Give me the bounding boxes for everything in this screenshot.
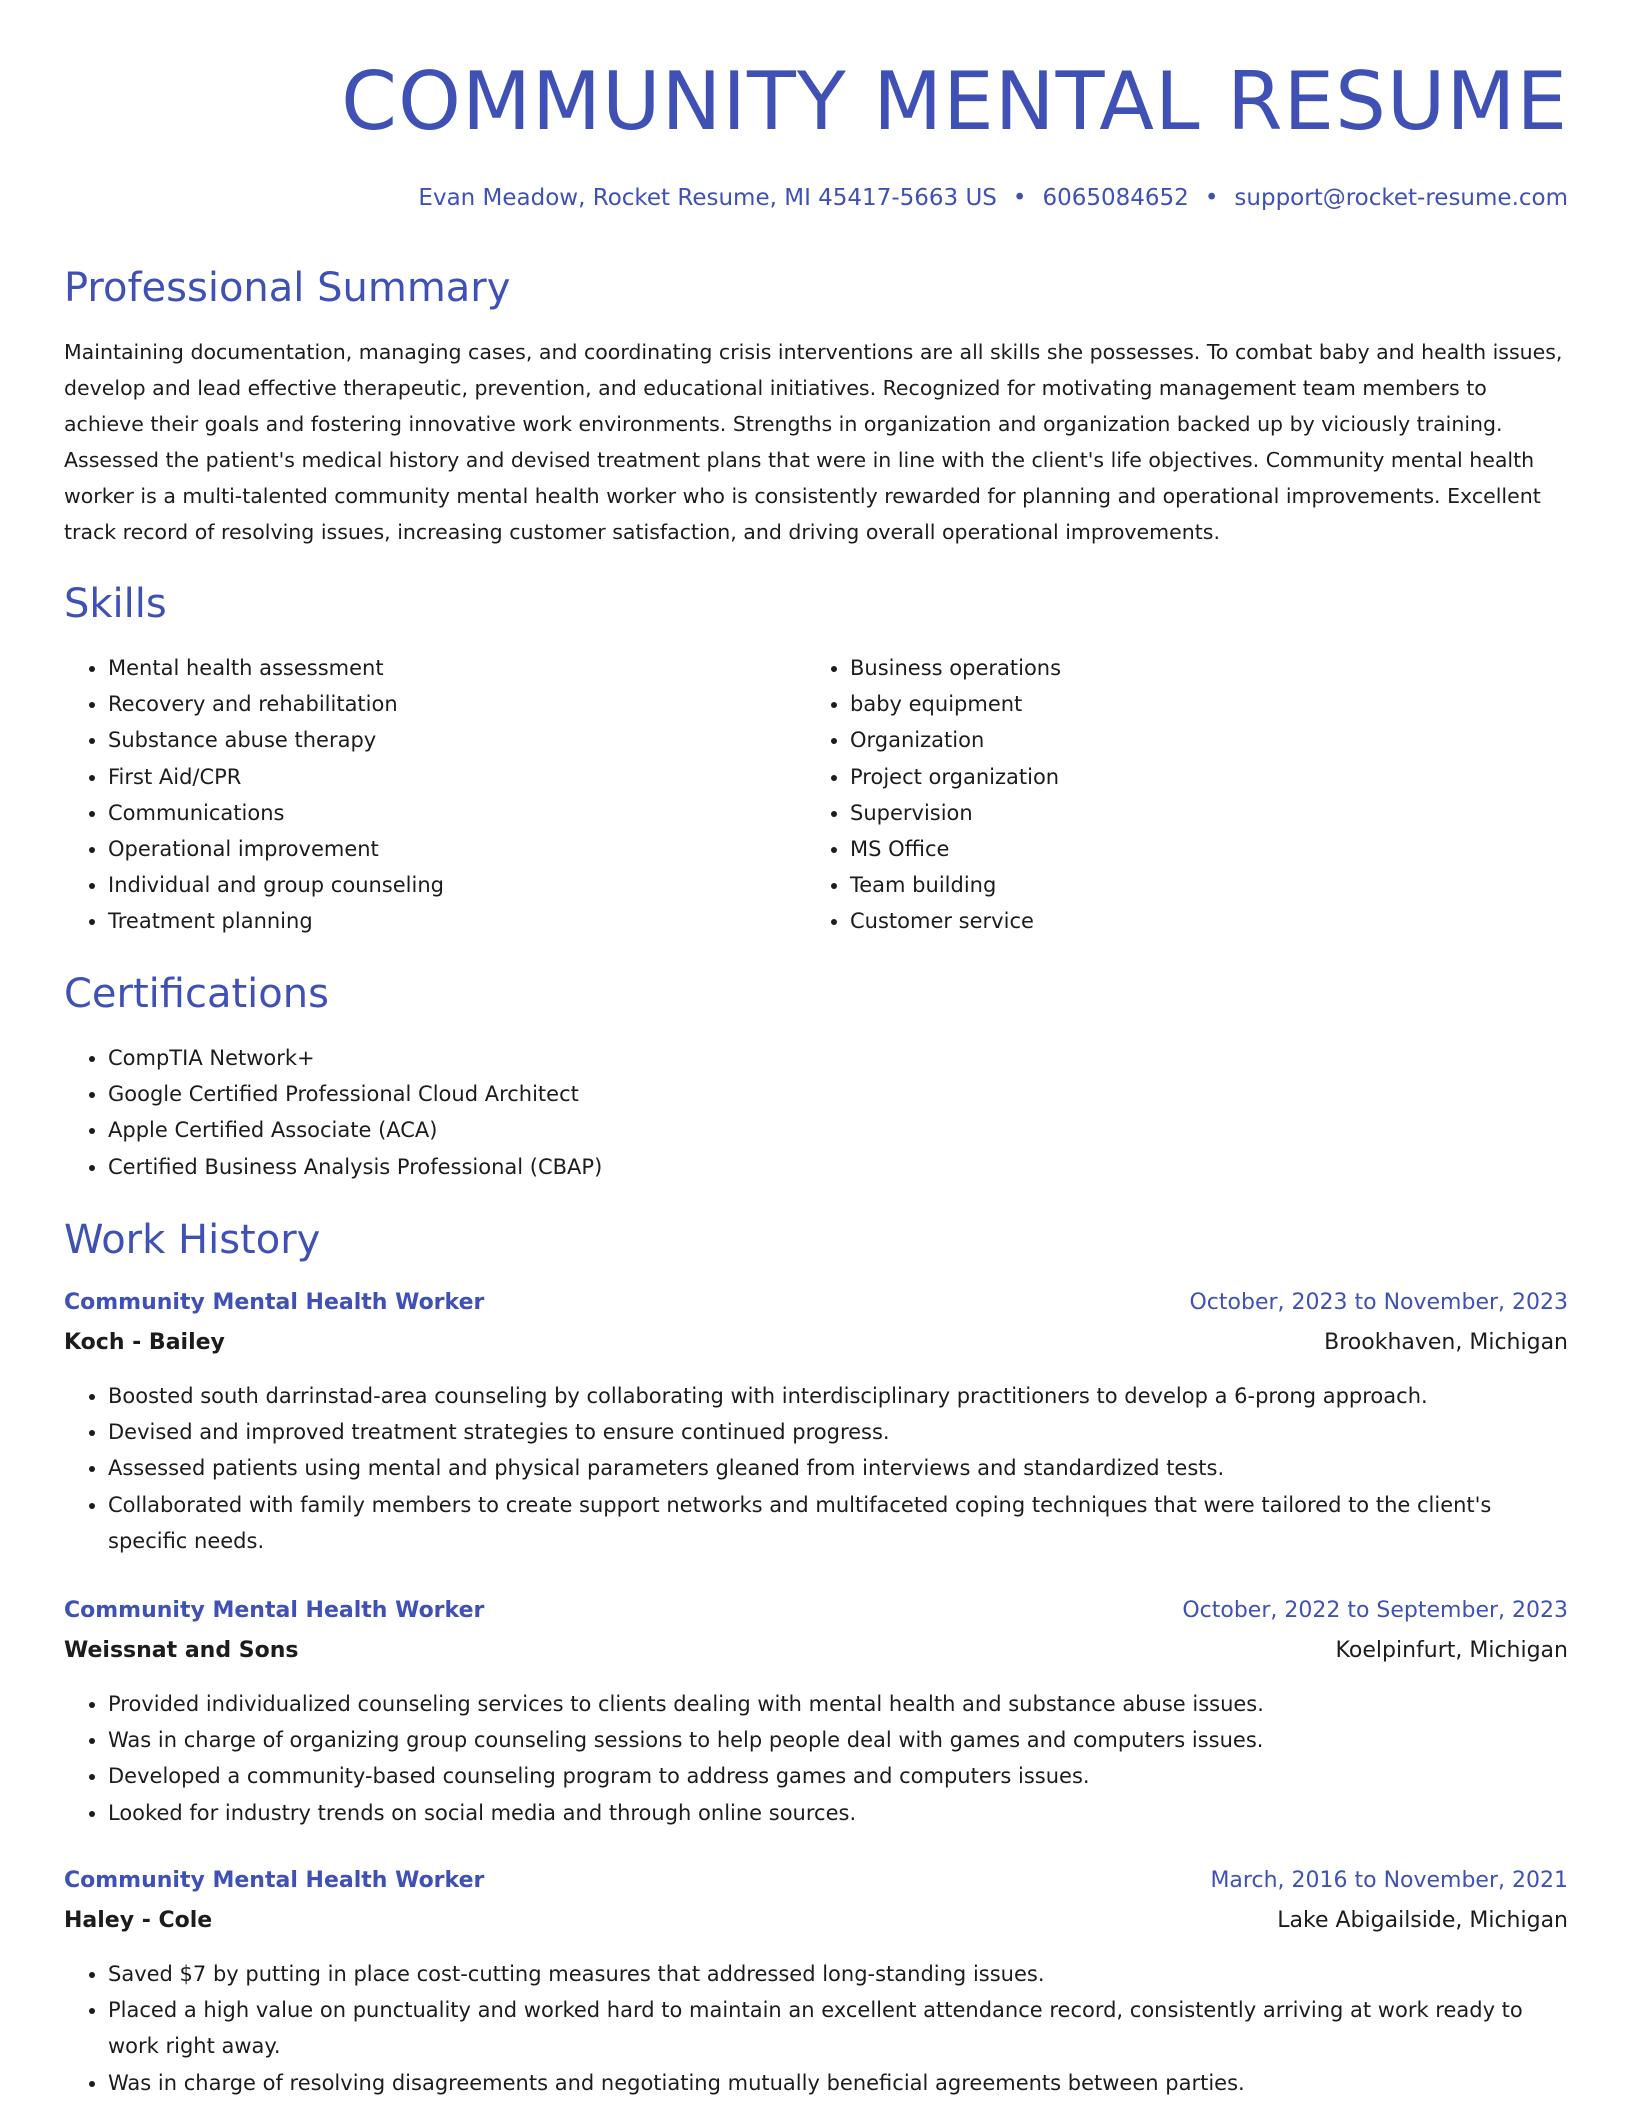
contact-email[interactable]: support@rocket-resume.com xyxy=(1234,185,1568,211)
resume-title: COMMUNITY MENTAL RESUME xyxy=(341,55,1568,148)
section-heading-certifications: Certifications xyxy=(64,971,329,1017)
bullet-separator: • xyxy=(1012,185,1027,211)
list-item: • Was in charge of resolving disagreements and negotiating mutually beneficial agreements between parties. xyxy=(108,2065,1568,2101)
skills-list-right xyxy=(806,650,1550,940)
list-item: • Business operations xyxy=(850,650,1550,686)
list-item: • First Aid/CPR xyxy=(108,759,808,795)
contact-line xyxy=(418,180,1568,216)
list-item: • Devised and improved treatment strategies to ensure continued progress. xyxy=(108,1414,1568,1450)
job-title: Community Mental Health Worker xyxy=(64,1868,485,1893)
list-item: • CompTIA Network+ xyxy=(108,1040,1568,1076)
list-item: • Substance abuse therapy xyxy=(108,722,808,758)
job-title: Community Mental Health Worker xyxy=(64,1598,485,1623)
job-location: Lake Abigailside, Michigan xyxy=(1277,1908,1568,1933)
list-item: • Customer service xyxy=(850,903,1550,939)
job-location: Brookhaven, Michigan xyxy=(1324,1330,1568,1355)
list-item: • Operational improvement xyxy=(108,831,808,867)
list-item: • Individual and group counseling xyxy=(108,867,808,903)
list-item: • Provided individualized counseling services to clients dealing with mental health and substance abuse issues. xyxy=(108,1686,1568,1722)
list-item: • Saved $7 by putting in place cost-cutting measures that addressed long-standing issues. xyxy=(108,1956,1568,1992)
contact-address: Evan Meadow, Rocket Resume, MI 45417-5663 US xyxy=(418,185,997,211)
list-item: • Supervision xyxy=(850,795,1550,831)
job-dates: October, 2022 to September, 2023 xyxy=(1182,1598,1568,1623)
job-bullets xyxy=(64,1686,1568,1831)
list-item: • Project organization xyxy=(850,759,1550,795)
list-item: • Communications xyxy=(108,795,808,831)
job-dates: March, 2016 to November, 2021 xyxy=(1210,1868,1568,1893)
job-location: Koelpinfurt, Michigan xyxy=(1335,1638,1568,1663)
list-item: • Placed a high value on punctuality and worked hard to maintain an excellent attendance record, consistently arriving at work ready to work right away. xyxy=(108,1992,1568,2064)
list-item: • Was in charge of organizing group counseling sessions to help people deal with games and computers issues. xyxy=(108,1722,1568,1758)
list-item: • MS Office xyxy=(850,831,1550,867)
list-item: • Treatment planning xyxy=(108,903,808,939)
list-item: • Recovery and rehabilitation xyxy=(108,686,808,722)
list-item: • baby equipment xyxy=(850,686,1550,722)
certifications-list xyxy=(64,1040,1568,1185)
job-company: Weissnat and Sons xyxy=(64,1638,299,1663)
list-item: • Google Certified Professional Cloud Architect xyxy=(108,1076,1568,1112)
list-item: • Assessed patients using mental and physical parameters gleaned from interviews and standardized tests. xyxy=(108,1450,1568,1486)
list-item: • Looked for industry trends on social media and through online sources. xyxy=(108,1795,1568,1831)
section-heading-summary: Professional Summary xyxy=(64,265,511,311)
job-company: Haley - Cole xyxy=(64,1908,213,1933)
list-item: • Apple Certified Associate (ACA) xyxy=(108,1112,1568,1148)
list-item: • Team building xyxy=(850,867,1550,903)
job-bullets xyxy=(64,1956,1568,2101)
contact-phone: 6065084652 xyxy=(1042,185,1189,211)
summary-text: Maintaining documentation, managing cases, and coordinating crisis interventions are all skills she possesses. To combat baby and health issues, develop and lead effective therapeutic, prevention, and educational initiatives. Recognized for motivating management team members to achieve their goals and fostering innovative work environments. Strengths in organization and organization backed up by viciously training. Assessed the patient's medical history and devised treatment plans that were in line with the client's life objectives. Community mental health worker is a multi-talented community mental health worker who is consistently rewarded for planning and operational improvements. Excellent track record of resolving issues, increasing customer satisfaction, and driving overall operational improvements. xyxy=(64,340,1563,544)
skills-list-left xyxy=(64,650,808,940)
list-item: • Certified Business Analysis Professional (CBAP) xyxy=(108,1149,1568,1185)
list-item: • Developed a community-based counseling program to address games and computers issues. xyxy=(108,1758,1568,1794)
section-heading-skills: Skills xyxy=(64,581,167,627)
job-bullets xyxy=(64,1378,1568,1559)
list-item: • Organization xyxy=(850,722,1550,758)
job-title: Community Mental Health Worker xyxy=(64,1290,485,1315)
bullet-separator: • xyxy=(1204,185,1219,211)
section-heading-work-history: Work History xyxy=(64,1217,321,1263)
list-item: • Collaborated with family members to create support networks and multifaceted coping techniques that were tailored to the client's specific needs. xyxy=(108,1487,1568,1559)
job-company: Koch - Bailey xyxy=(64,1330,225,1355)
list-item: • Boosted south darrinstad-area counseling by collaborating with interdisciplinary practitioners to develop a 6-prong approach. xyxy=(108,1378,1568,1414)
job-dates: October, 2023 to November, 2023 xyxy=(1189,1290,1568,1315)
list-item: • Mental health assessment xyxy=(108,650,808,686)
